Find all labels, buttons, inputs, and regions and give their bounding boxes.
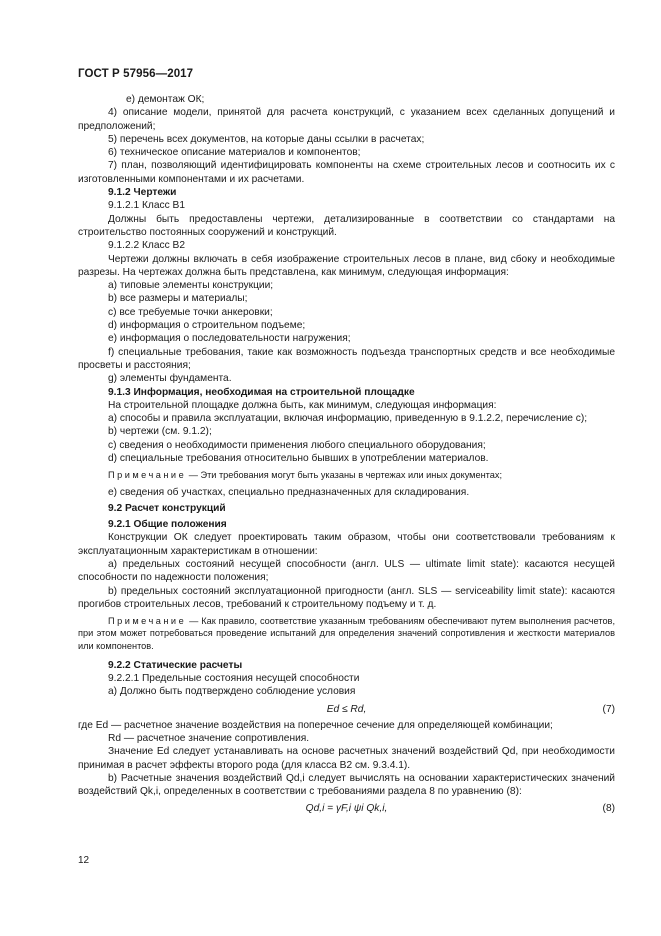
section-heading: 9.1.3 Информация, необходимая на строительной площадке [108,386,415,398]
page-header: ГОСТ Р 57956—2017 [78,68,194,80]
list-item: d) информация о строительном подъеме; [108,320,306,332]
subsection-heading: 9.1.2.1 Класс В1 [108,200,186,212]
list-item: b) все размеры и материалы; [108,293,248,305]
note [78,615,615,652]
definition: Rd — расчетное значение сопротивления. [108,732,310,744]
page-content [78,93,615,818]
list-item: a) способы и правила эксплуатации, включая информацию, приведенную в 9.1.2.2, перечисление с); [108,413,588,425]
list-item: e) сведения об участках, специально предназначенных для складирования. [108,486,470,498]
paragraph: a) Должно быть подтверждено соблюдение условия [108,686,356,698]
list-item: d) специальные требования относительно бывших в употреблении материалов. [108,453,489,465]
paragraph: b) Расчетные значения воздействий Qd,i следует вычислять на основании характеристических значений воздействий Qk,i, определенных в соответствии с требованиями раздела 8 по уравнению (8): [78,772,615,798]
list-item: 6) техническое описание материалов и компонентов; [108,147,361,159]
list-item: e) информация о последовательности нагружения; [108,333,351,345]
list-item: 4) описание модели, принятой для расчета конструкций, с указанием всех сделанных допущений и предположений; [78,107,615,132]
section-heading: 9.2.1 Общие положения [108,519,227,531]
subsection-heading: 9.1.2.2 Класс В2 [108,240,186,252]
paragraph: Значение Ed следует устанавливать на основе расчетных значений воздействий Qd, при необходимости принимая в расчет эффекты второго рода (для класса В2 см. 9.3.4.1). [78,746,615,771]
equation-8 [78,798,615,818]
note-text: — Как правило, соответствие указанным требованиям обеспечивают путем выполнения расчетов, при этом может потребоваться проведение испытаний для определения значений сопротивления и жесткости материалов или компонентов. [78,616,615,651]
equation-formula: Ed ≤ Rd, [326,703,367,715]
note-label: Примечание [108,470,187,481]
list-item: c) все требуемые точки анкеровки; [108,306,273,318]
list-item: b) чертежи (см. 9.1.2); [108,426,212,438]
section-heading: 9.1.2 Чертежи [108,187,177,199]
equation-formula: Qd,i = γF,i ψi Qk,i, [305,803,388,815]
note-label: Примечание [108,616,187,627]
list-item: b) предельных состояний эксплуатационной пригодности (англ. SLS — serviceability limit state): касаются прогибов строительных лесов, требований к строительному подъему и т. д. [78,585,615,610]
list-item: 7) план, позволяющий идентифицировать компоненты на схеме строительных лесов и соотносить их с изготовленными компонентами и их расчетами. [78,160,615,185]
note [78,469,615,481]
list-item: a) предельных состояний несущей способности (англ. ULS — ultimate limit state): касаются несущей способности по надежности положения; [78,559,615,584]
paragraph: Должны быть предоставлены чертежи, детализированные в соответствии со стандартами на строительство постоянных сооружений и конструкций. [78,213,615,238]
list-item: c) сведения о необходимости применения любого специального оборудования; [108,439,486,451]
subsection-heading: 9.2.2.1 Предельные состояния несущей способности [108,673,360,685]
definition: где Ed — расчетное значение воздействия на поперечное сечение для определяющей комбинации; [78,719,553,731]
paragraph: На строительной площадке должна быть, как минимум, следующая информация: [108,399,497,411]
equation-number: (8) [602,803,615,815]
paragraph: Чертежи должны включать в себя изображение строительных лесов в плане, вид сбоку и необходимые разрезы. На чертежах должна быть представлена, как минимум, следующая информация: [78,253,615,278]
paragraph: Конструкции ОК следует проектировать таким образом, чтобы они соответствовали требованиям к эксплуатационным характеристикам в отношении: [78,532,615,557]
list-item: 5) перечень всех документов, на которые даны ссылки в расчетах; [108,133,425,145]
list-item: g) элементы фундамента. [108,373,232,385]
page-number: 12 [78,855,90,866]
list-item: е) демонтаж ОК; [126,94,205,105]
equation-number: (7) [602,703,615,715]
list-item: f) специальные требования, такие как возможность подъезда транспортных средств и все необходимые просветы и расстояния; [78,346,615,371]
section-heading: 9.2.2 Статические расчеты [108,659,243,671]
equation-7 [78,699,615,719]
section-heading: 9.2 Расчет конструкций [108,502,226,514]
list-item: a) типовые элементы конструкции; [108,280,274,292]
note-text: — Эти требования могут быть указаны в чертежах или иных документах; [186,470,503,481]
